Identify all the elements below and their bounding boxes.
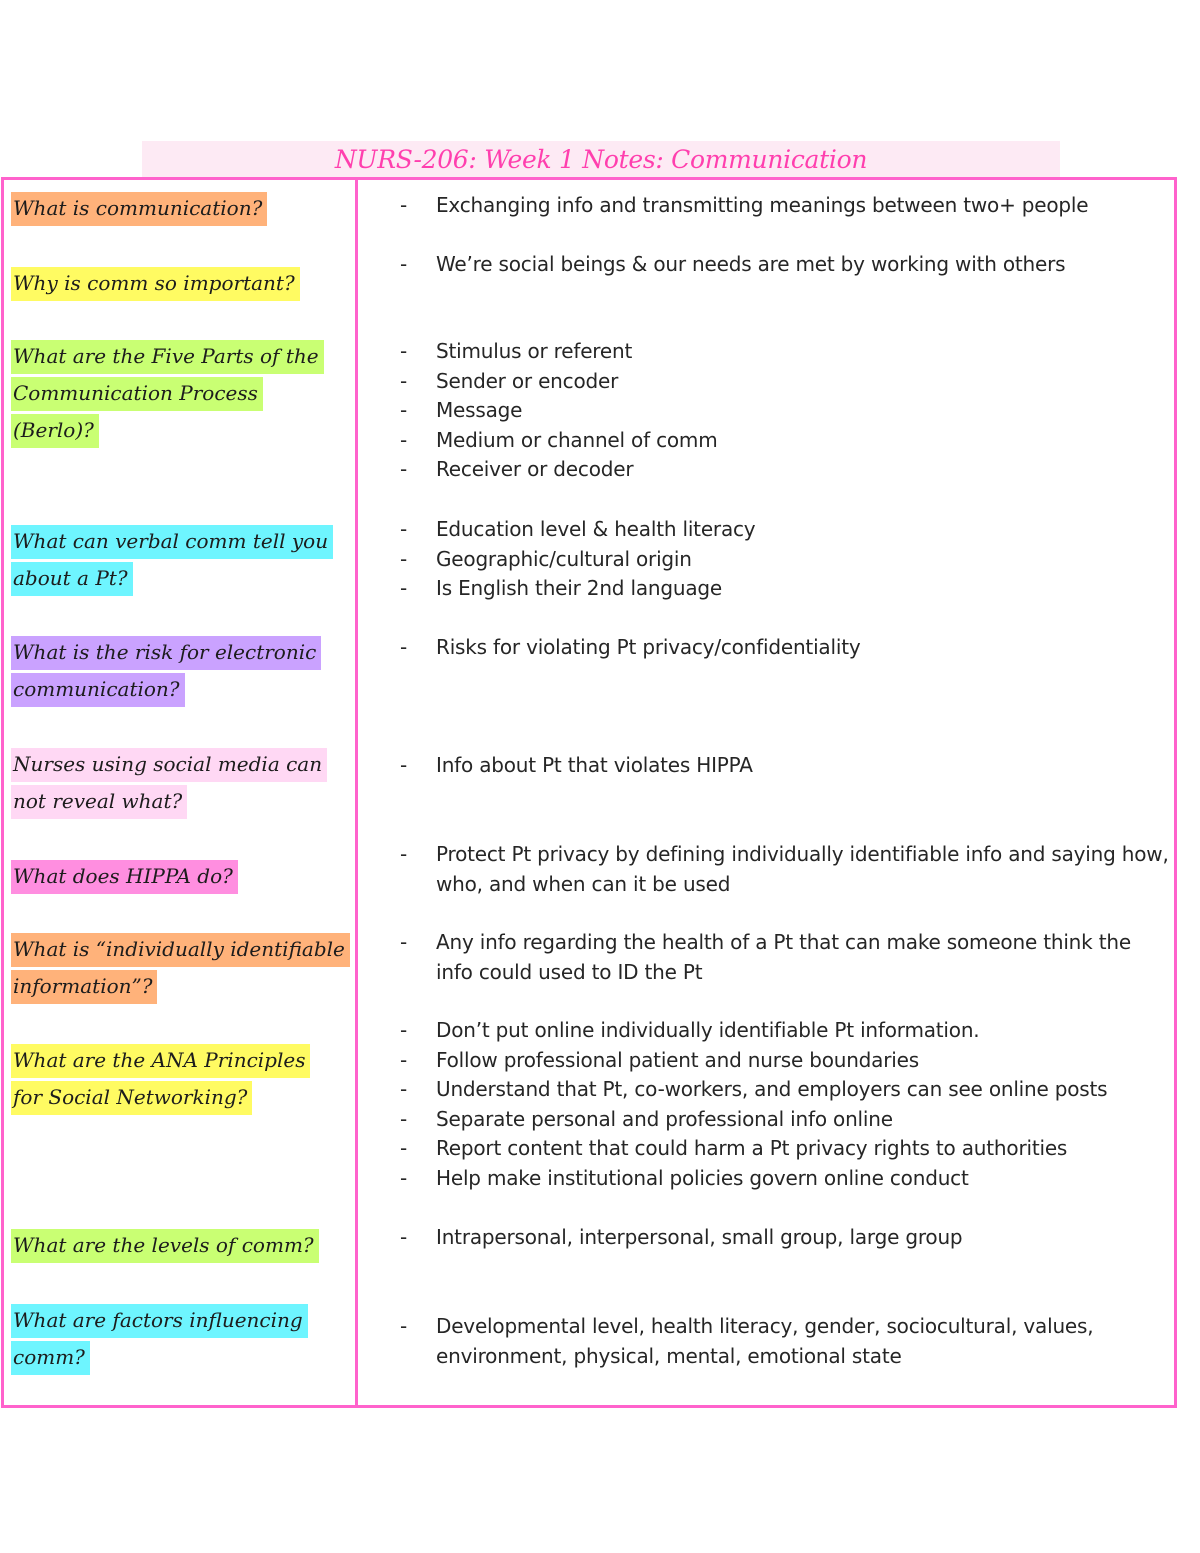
answer-item: - Follow professional patient and nurse boundaries <box>400 1047 919 1072</box>
answer-item: - Help make institutional policies govern online conduct <box>400 1165 969 1190</box>
answer-item: - Message <box>400 398 523 422</box>
question-cell <box>11 1042 336 1116</box>
answer-item: - Exchanging info and transmitting meanings between two+ people <box>400 193 1089 217</box>
question-text: What is “individually identifiable information”? <box>11 933 350 1004</box>
page-title: NURS-206: Week 1 Notes: Communication <box>334 145 868 174</box>
question-text: What is communication? <box>11 192 267 226</box>
question-cell <box>11 265 351 302</box>
question-text: Nurses using social media can not reveal what? <box>11 748 327 819</box>
answer-item: - Protect Pt privacy by defining individually identifiable info and saying how, who, and when can it be used <box>400 842 1169 896</box>
answer-item: - Understand that Pt, co-workers, and employers can see online posts <box>400 1077 1108 1101</box>
question-cell <box>11 1302 311 1376</box>
answer-item: - Any info regarding the health of a Pt that can make someone think the info could used to ID the Pt <box>400 930 1131 984</box>
answer-list <box>398 337 1173 485</box>
answer-item: - Education level & health literacy <box>400 517 756 541</box>
answer-item: - Medium or channel of comm <box>400 427 718 452</box>
question-text: What can verbal comm tell you about a Pt? <box>11 525 333 596</box>
question-text: Why is comm so important? <box>11 267 300 301</box>
answer-list <box>398 250 1173 280</box>
answer-list <box>398 751 1173 781</box>
answer-item: - Separate personal and professional info online <box>400 1106 893 1131</box>
question-text: What are the Five Parts of the Communication Process (Berlo)? <box>11 340 324 448</box>
question-cell <box>11 338 341 449</box>
answer-list <box>398 1312 1173 1371</box>
question-text: What are factors influencing comm? <box>11 1304 308 1375</box>
question-cell <box>11 931 351 1005</box>
answer-item: - Sender or encoder <box>400 368 619 393</box>
question-cell <box>11 1227 351 1264</box>
question-text: What does HIPPA do? <box>11 860 238 894</box>
answer-item: - Geographic/cultural origin <box>400 546 692 571</box>
answer-list <box>398 515 1173 604</box>
question-text: What are the levels of comm? <box>11 1229 319 1263</box>
answer-list <box>398 1223 1173 1253</box>
answer-item: - Intrapersonal, interpersonal, small group, large group <box>400 1225 963 1249</box>
answer-item: - Report content that could harm a Pt privacy rights to authorities <box>400 1136 1068 1160</box>
answer-item: - We’re social beings & our needs are met by working with others <box>400 252 1066 276</box>
answer-item: - Developmental level, health literacy, gender, sociocultural, values, environment, physical, mental, emotional state <box>400 1314 1094 1368</box>
question-text: What are the ANA Principles for Social Networking? <box>11 1044 310 1115</box>
question-cell <box>11 190 351 227</box>
answer-item: - Risks for violating Pt privacy/confidentiality <box>400 635 861 659</box>
answer-item: - Is English their 2nd language <box>400 576 722 600</box>
question-cell <box>11 523 341 597</box>
answer-list <box>398 633 1173 663</box>
answer-item: - Receiver or decoder <box>400 457 634 481</box>
answer-item: - Don’t put online individually identifiable Pt information. <box>400 1018 980 1042</box>
answer-item: - Stimulus or referent <box>400 339 633 363</box>
question-cell <box>11 634 331 708</box>
question-text: What is the risk for electronic communication? <box>11 636 321 707</box>
question-cell <box>11 858 351 895</box>
answer-item: - Info about Pt that violates HIPPA <box>400 753 753 777</box>
question-cell <box>11 746 336 820</box>
column-divider <box>355 177 358 1408</box>
answer-list <box>398 840 1173 899</box>
answer-list <box>398 928 1173 987</box>
answer-list <box>398 1016 1173 1193</box>
answer-list <box>398 191 1173 221</box>
